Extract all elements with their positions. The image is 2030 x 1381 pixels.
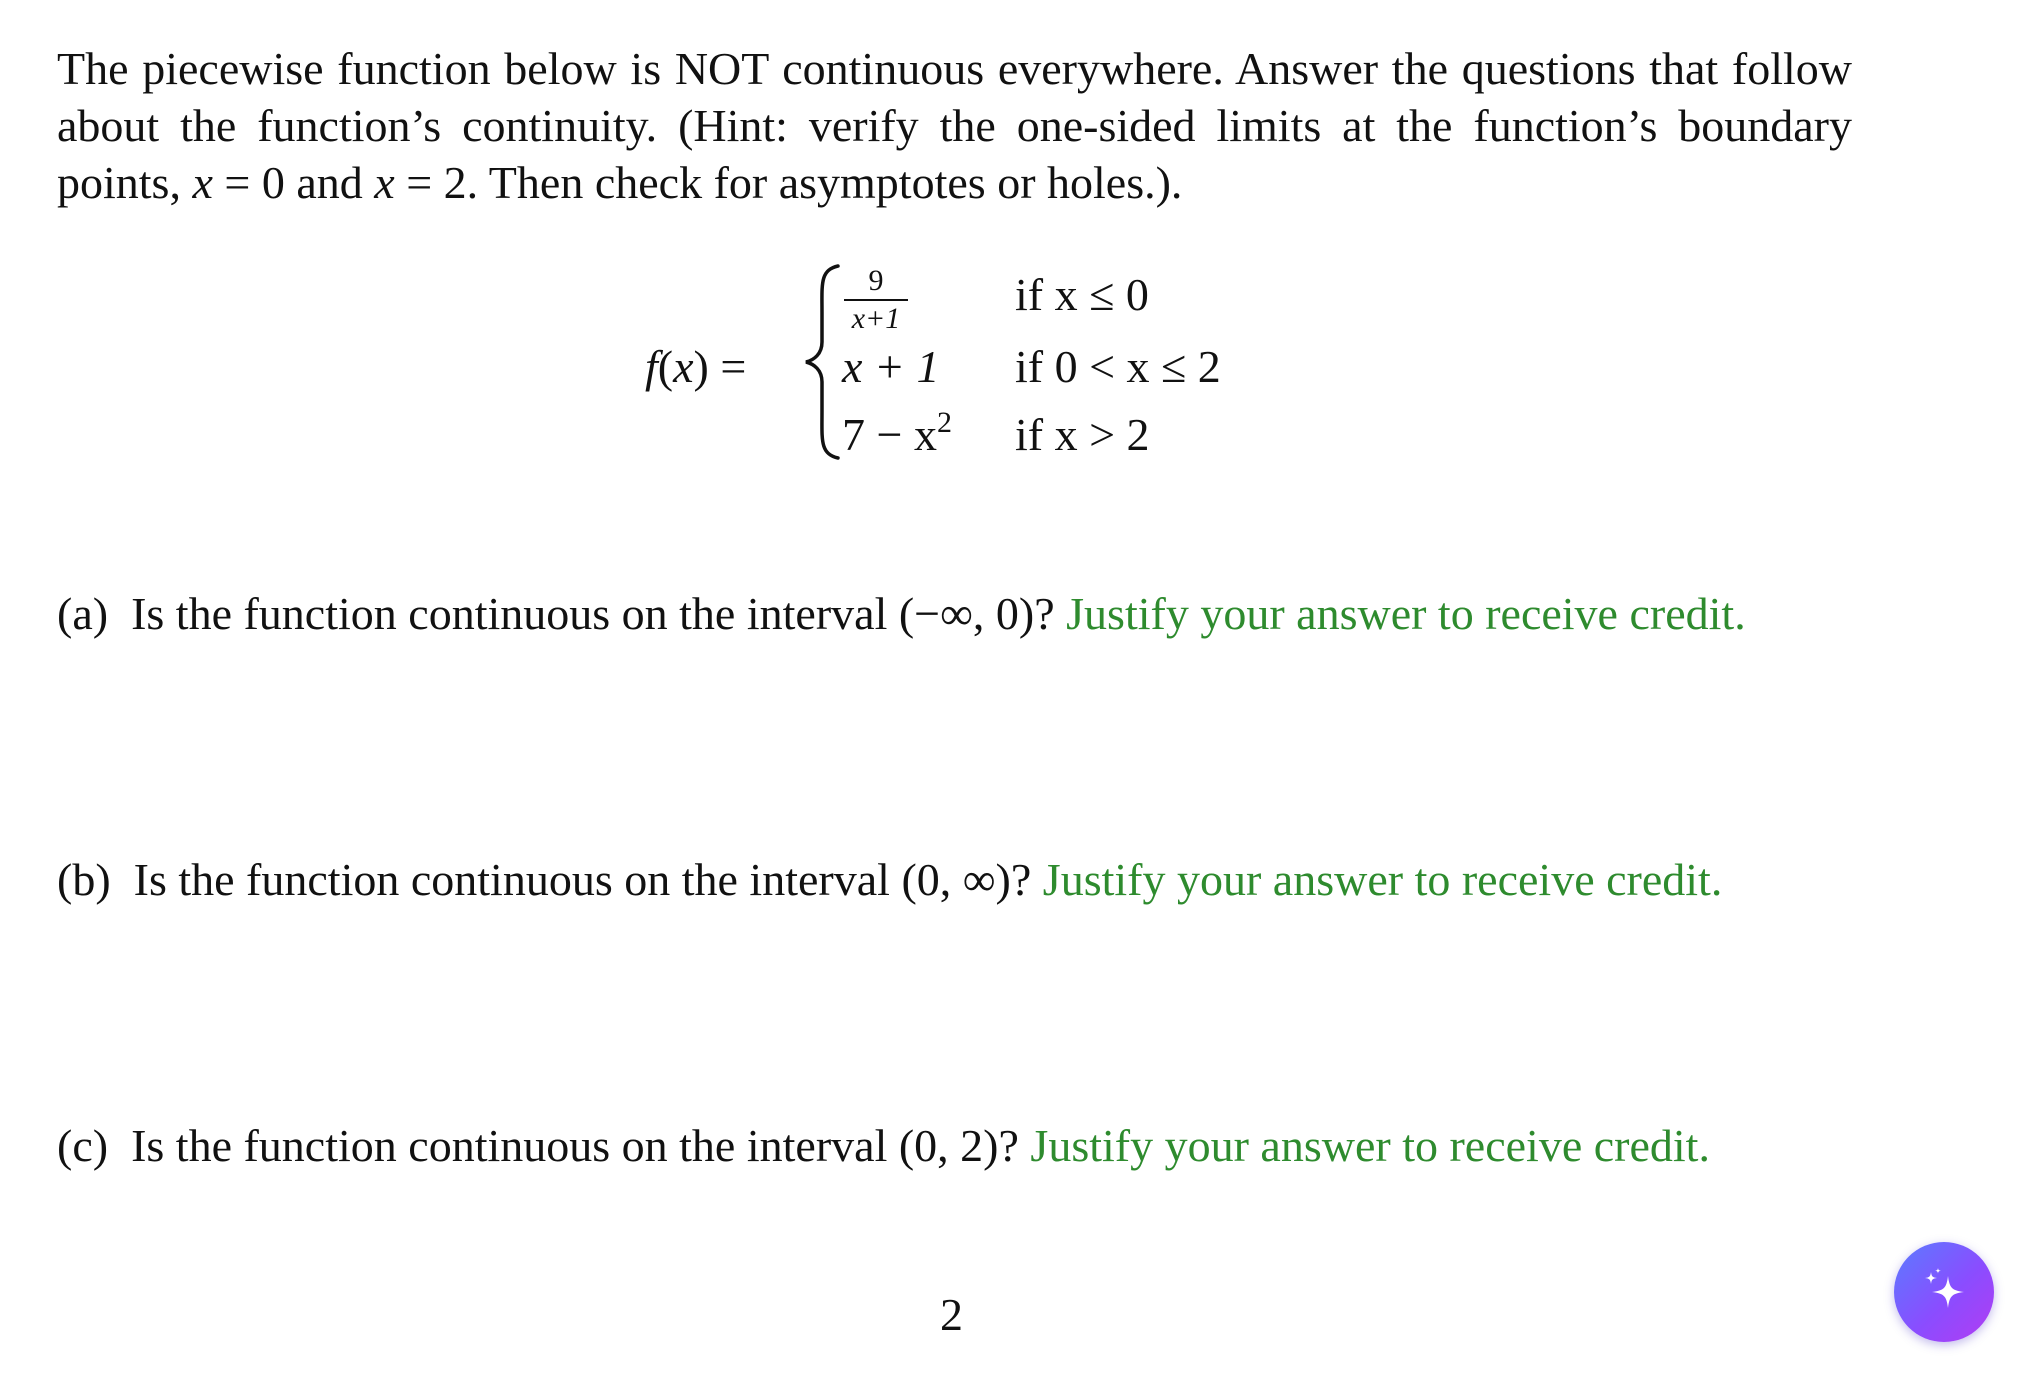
case-2-expression: x + 1 — [842, 341, 940, 392]
function-lhs: f(x) = — [645, 341, 747, 392]
case-1-fraction — [842, 265, 910, 335]
question-interval: (0, ∞)? — [901, 854, 1032, 905]
intro-line-2: about the function’s continuity. (Hint: verify the one-sided limits at the function’s boundary — [57, 100, 1852, 151]
ai-assistant-button[interactable] — [1894, 1242, 1994, 1342]
case-2-condition: if 0 < x ≤ 2 — [1015, 341, 1221, 392]
question-label: (a) — [57, 588, 109, 639]
fraction-numerator: 9 — [868, 264, 884, 297]
credit-note: Justify your answer to receive credit. — [1066, 588, 1746, 639]
question-interval: (0, 2)? — [898, 1120, 1019, 1171]
question-text: Is the function continuous on the interval — [133, 854, 890, 905]
page-number: 2 — [940, 1289, 963, 1340]
question-c — [57, 1119, 1710, 1172]
intro-line-3: points, x = 0 and x = 2. Then check for asymptotes or holes.). — [57, 157, 1183, 208]
credit-note: Justify your answer to receive credit. — [1030, 1120, 1710, 1171]
question-label: (c) — [57, 1120, 109, 1171]
case-3-condition: if x > 2 — [1015, 409, 1150, 460]
question-interval: (−∞, 0)? — [898, 588, 1055, 639]
case-1-condition: if x ≤ 0 — [1015, 269, 1149, 320]
credit-note: Justify your answer to receive credit. — [1042, 854, 1723, 905]
fraction-bar — [844, 299, 908, 301]
fraction-denominator: x+1 — [851, 302, 901, 335]
question-a — [57, 587, 1746, 640]
sparkle-icon — [1914, 1262, 1974, 1322]
question-text: Is the function continuous on the interval — [131, 588, 888, 639]
question-b — [57, 853, 1722, 906]
question-text: Is the function continuous on the interval — [131, 1120, 888, 1171]
intro-paragraph — [57, 40, 1852, 211]
intro-line-1: The piecewise function below is NOT continuous everywhere. Answer the questions that follow — [57, 43, 1852, 94]
question-label: (b) — [57, 854, 111, 905]
case-3-expression: $7 - x^2$ — [842, 406, 952, 460]
